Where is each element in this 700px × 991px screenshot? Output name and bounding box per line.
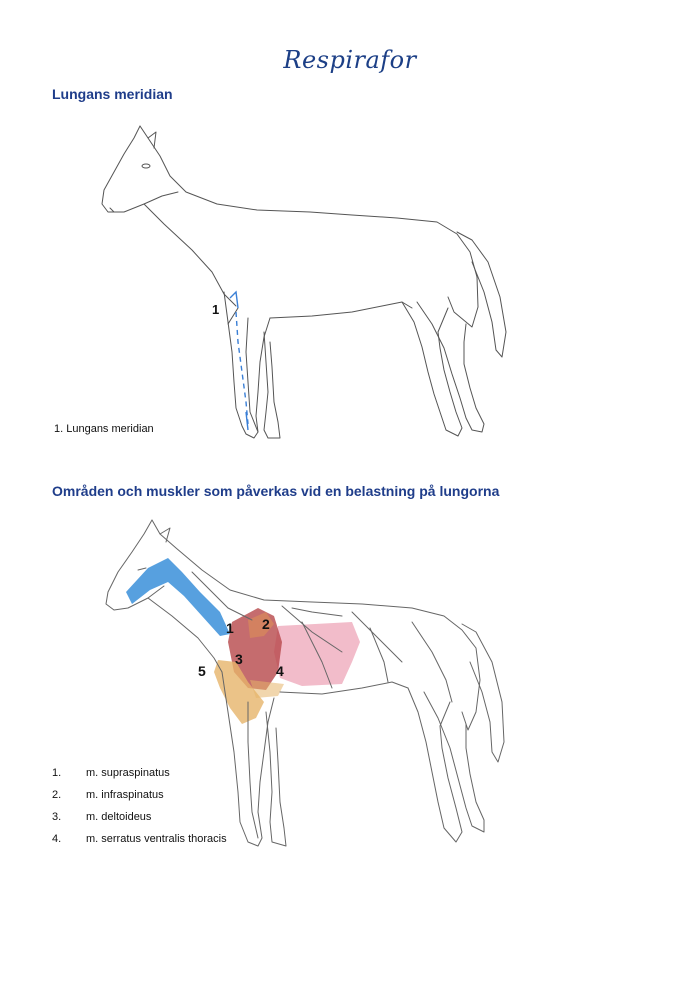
legend-text: m. supraspinatus [86,767,170,779]
legend-text: m. infraspinatus [86,789,164,801]
section-heading-affected-areas: Områden och muskler som påverkas vid en belastning på lungorna [52,483,500,499]
legend-number: 2. [52,789,62,801]
legend-text: m. deltoideus [86,811,152,823]
horse-muscle-illustration [52,512,542,887]
horse-meridian-illustration [52,112,542,464]
rib-area [250,680,284,698]
muscle-marker-5: 5 [198,663,206,679]
legend-number: 4. [52,833,62,845]
muscle-marker-4: 4 [276,663,284,679]
meridian-band [126,558,230,636]
lung-area [274,622,360,686]
page-title: Respirafor [283,46,417,74]
muscle-marker-3: 3 [235,651,243,667]
muscle-marker-1: 1 [226,620,234,636]
meridian-marker-1: 1 [212,302,220,317]
figure-caption-lung-meridian: 1. Lungans meridian [54,423,154,435]
muscle-marker-2: 2 [262,616,270,632]
legend-number: 1. [52,767,62,779]
section-heading-lung-meridian: Lungans meridian [52,86,173,102]
legend-number: 3. [52,811,62,823]
legend-text: m. serratus ventralis thoracis [86,833,227,845]
